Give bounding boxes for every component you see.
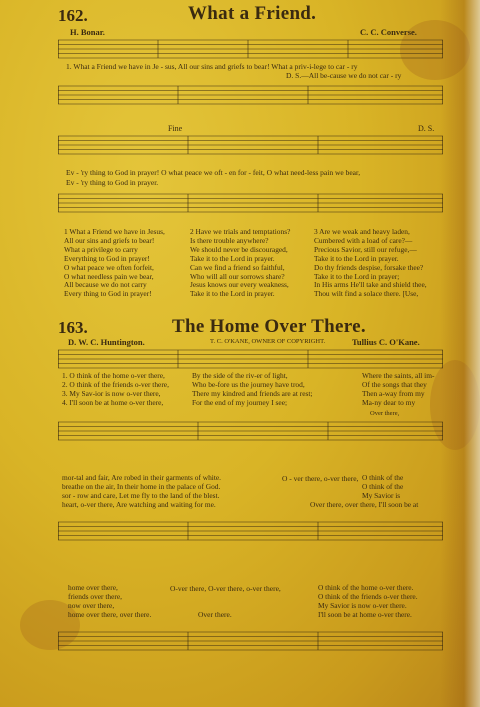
verse-line: Can we find a friend so faithful, [190,262,285,272]
verse-line: 3. My Sav-ior is now o-ver there, [62,388,161,398]
verse-line: Take it to the Lord in prayer. [190,289,275,299]
verse-line: Everything to God in prayer! [64,253,150,263]
verse-line: I'll soon be at home o-ver there. [318,609,412,619]
verse-line: Who be-fore us the journey have trod, [192,379,305,389]
lyric-line: Ev - 'ry thing to God in prayer. [66,178,159,187]
verse-1 [64,228,165,299]
verse-line: Then a-way from my [362,388,425,398]
verse-line: All our sins and griefs to bear! [64,235,155,245]
verse-line: Of the songs that they [362,379,427,389]
over-there-label: Over there, [370,410,400,417]
verse-line: O think of the friends o-ver there. [318,591,418,601]
verse-line: Ma-ny dear to my [362,397,416,407]
music-staff [58,134,443,156]
verse-line: heart, o-ver there, Are watching and waiting for me. [62,499,216,509]
stanza-column [68,584,151,620]
verse-line: My Savior is [362,490,401,500]
stanza-column [310,473,419,510]
verse-line: O what needless pain we bear, [64,271,154,281]
hymn-163-number: 163. [58,318,88,337]
hymn-162-composer: C. C. Converse. [360,27,417,37]
verse-line: O what peace we often forfeit, [64,262,154,272]
lyric-line: D. S.—All be-cause we do not car - ry [286,71,402,80]
verse-line: 4. I'll soon be at home o-ver there, [62,397,164,407]
verse-line: O think of the [362,473,404,482]
verse-line: There my kindred and friends are at rest; [192,388,313,398]
verse-line: O think of the home o-ver there. [318,583,414,592]
verse-line: home over there, over there. [68,609,152,619]
verse-line: Who will all our sorrows share? [190,271,285,281]
verse-line: Is there trouble anywhere? [190,235,269,245]
stanza-column [192,372,312,408]
verse-line: breathe on the air, In their home in the palace of God. [62,481,221,491]
verse-line: home over there, [68,583,118,592]
verse-line: All because we do not carry [64,280,147,290]
hymn-162-title: What a Friend. [188,3,317,24]
verse-line: now over there, [68,600,115,610]
hymn-162-author: H. Bonar. [70,27,105,37]
verse-line: Thou wilt find a solace there. [Use, [314,289,419,299]
verse-line: What a privilege to carry [64,244,138,254]
stanza-column [62,474,221,510]
music-staff [58,192,443,214]
verse-line: friends over there, [68,591,122,601]
verse-line: Over there, over there, I'll soon be at [310,499,419,509]
stanza-column [318,584,418,620]
verse-line: Jesus knows our every weakness, [190,280,289,290]
hymn-162-number: 162. [58,6,88,25]
music-staff [58,348,443,370]
verse-3 [314,228,427,299]
lyric-line: Ev - 'ry thing to God in prayer! O what peace we oft - en for - feit, O what need-less pain we bear, [66,168,361,177]
verse-line: 2 Have we trials and temptations? [190,227,291,236]
verse-line: O think of the [362,481,404,491]
verse-line: 1. O think of the home o-ver there, [62,371,165,380]
verse-line: We should never be discouraged, [190,244,288,254]
music-staff [58,84,443,106]
fine-mark: Fine [168,124,183,133]
music-staff [58,630,443,652]
verse-line: My Savior is now o-ver there. [318,600,407,610]
verse-line: Take it to the Lord in prayer. [190,253,275,263]
music-staff [58,38,443,60]
verse-2 [190,228,290,299]
verse-line: Where the saints, all im- [362,371,435,380]
hymn-163-author: D. W. C. Huntington. [68,337,145,347]
copyright-notice: T. C. O'KANE, OWNER OF COPYRIGHT. [210,338,326,345]
lyric-line: O-ver there, O-ver there, o-ver there, [170,584,281,593]
hymn-163-composer: Tullius C. O'Kane. [352,337,420,347]
verse-line: 2. O think of the friends o-ver there, [62,379,169,389]
music-staff [58,520,443,542]
verse-line: Precious Savior, still our refuge,— [314,244,417,254]
lyric-line: Over there. [198,610,232,619]
page-edge [440,0,480,707]
verse-line: By the side of the riv-er of light, [192,371,288,380]
verse-line: 1 What a Friend we have in Jesus, [64,227,165,236]
ds-mark: D. S. [418,124,435,133]
lyric-line: O - ver there, o-ver there, [282,474,359,483]
verse-line: 3 Are we weak and heavy laden, [314,227,410,236]
stanza-column [362,372,434,408]
verse-line: Take it to the Lord in prayer. [314,253,399,263]
verse-line: Take it to the Lord in prayer; [314,271,400,281]
music-staff [58,420,443,442]
lyric-line: 1. What a Friend we have in Je - sus, All our sins and griefs to bear! What a priv-i-lege to car - ry [66,62,358,71]
stanza-column [62,372,169,408]
hymn-163-title: The Home Over There. [172,316,366,337]
verse-line: Do thy friends despise, forsake thee? [314,262,424,272]
verse-line: Every thing to God in prayer! [64,289,152,299]
verse-line: sor - row and care, Let me fly to the land of the blest. [62,490,220,500]
verse-line: In His arms He'll take and shield thee, [314,280,427,290]
verse-line: For the end of my journey I see; [192,397,288,407]
verse-line: mor-tal and fair, Are robed in their garments of white. [62,473,222,482]
verse-line: Cumbered with a load of care?— [314,235,413,245]
